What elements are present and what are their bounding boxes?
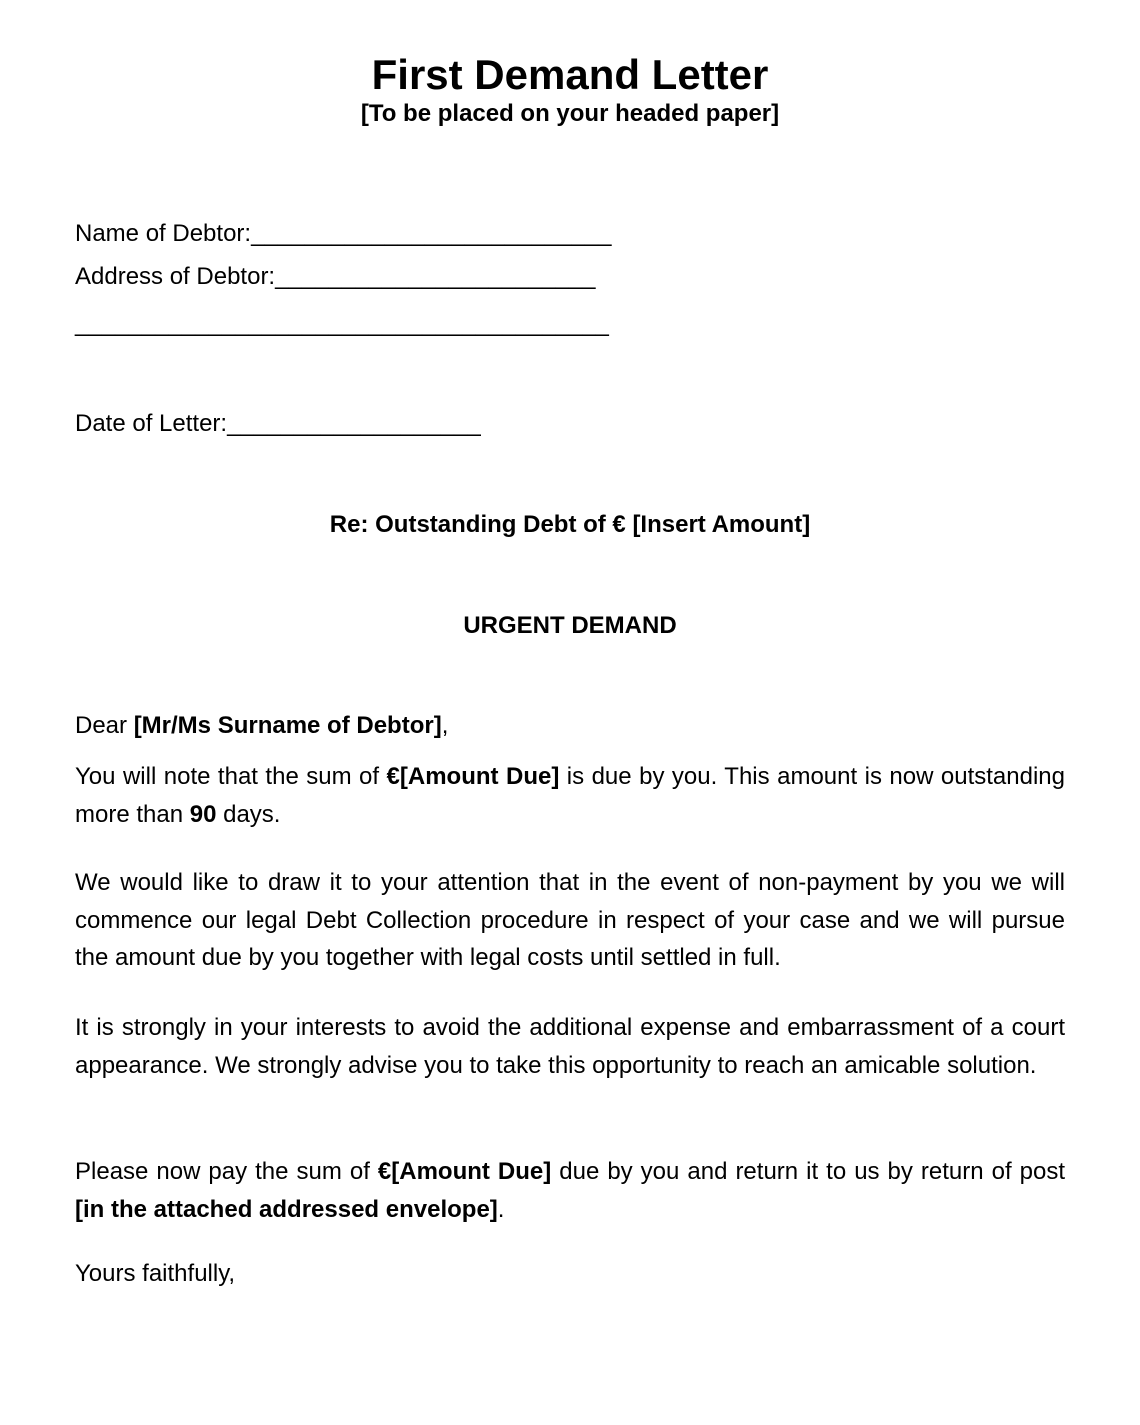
urgent-heading: URGENT DEMAND [463,612,677,639]
para4-text-b: due by you and return it to us by return of post [551,1158,1066,1185]
salutation-name: [Mr/Ms Surname of Debtor] [133,712,442,739]
debtor-address-line [75,262,595,292]
date-line [75,409,481,439]
date-blank: ___________________ [227,410,481,437]
debtor-address-blank-line2: ________________________________________ [75,310,609,337]
paragraph-1 [75,758,1065,833]
para4-text-c: . [497,1195,505,1223]
page-subtitle: [To be placed on your headed paper] [360,100,780,127]
debtor-name-label: Name of Debtor: [75,220,252,247]
para1-text-c: days. [216,800,281,828]
para1-days: 90 [189,800,217,828]
para1-text-a: You will note that the sum of [75,763,387,790]
page-title: First Demand Letter [371,51,769,98]
debtor-name-blank: ___________________________ [251,220,612,247]
debtor-name-line [75,219,611,249]
salutation [75,711,448,741]
para1-text-b: is due by you. This amount is now outstanding more than [75,763,1066,828]
paragraph-4 [75,1153,1065,1228]
closing: Yours faithfully, [75,1260,236,1287]
para4-amount: €[Amount Due] [377,1158,552,1185]
para1-amount: €[Amount Due] [386,763,560,790]
paragraph-2: We would like to draw it to your attention that in the event of non-payment by you we will commence our legal Debt Collection procedure in respect of your case and we will pursue the amount due by you together with legal costs until settled in full. [75,869,1065,971]
re-line: Re: Outstanding Debt of € [Insert Amount] [329,511,811,538]
salutation-prefix: Dear [75,712,134,739]
debtor-address-blank: ________________________ [275,263,596,290]
salutation-suffix: , [441,712,449,739]
debtor-address-label: Address of Debtor: [75,263,276,290]
para4-text-a: Please now pay the sum of [75,1158,378,1185]
paragraph-3: It is strongly in your interests to avoid the additional expense and embarrassment of a court appearance. We strongly advise you to take this opportunity to reach an amicable solution. [75,1014,1065,1079]
date-label: Date of Letter: [75,410,228,437]
para4-envelope: [in the attached addressed envelope] [75,1195,498,1223]
